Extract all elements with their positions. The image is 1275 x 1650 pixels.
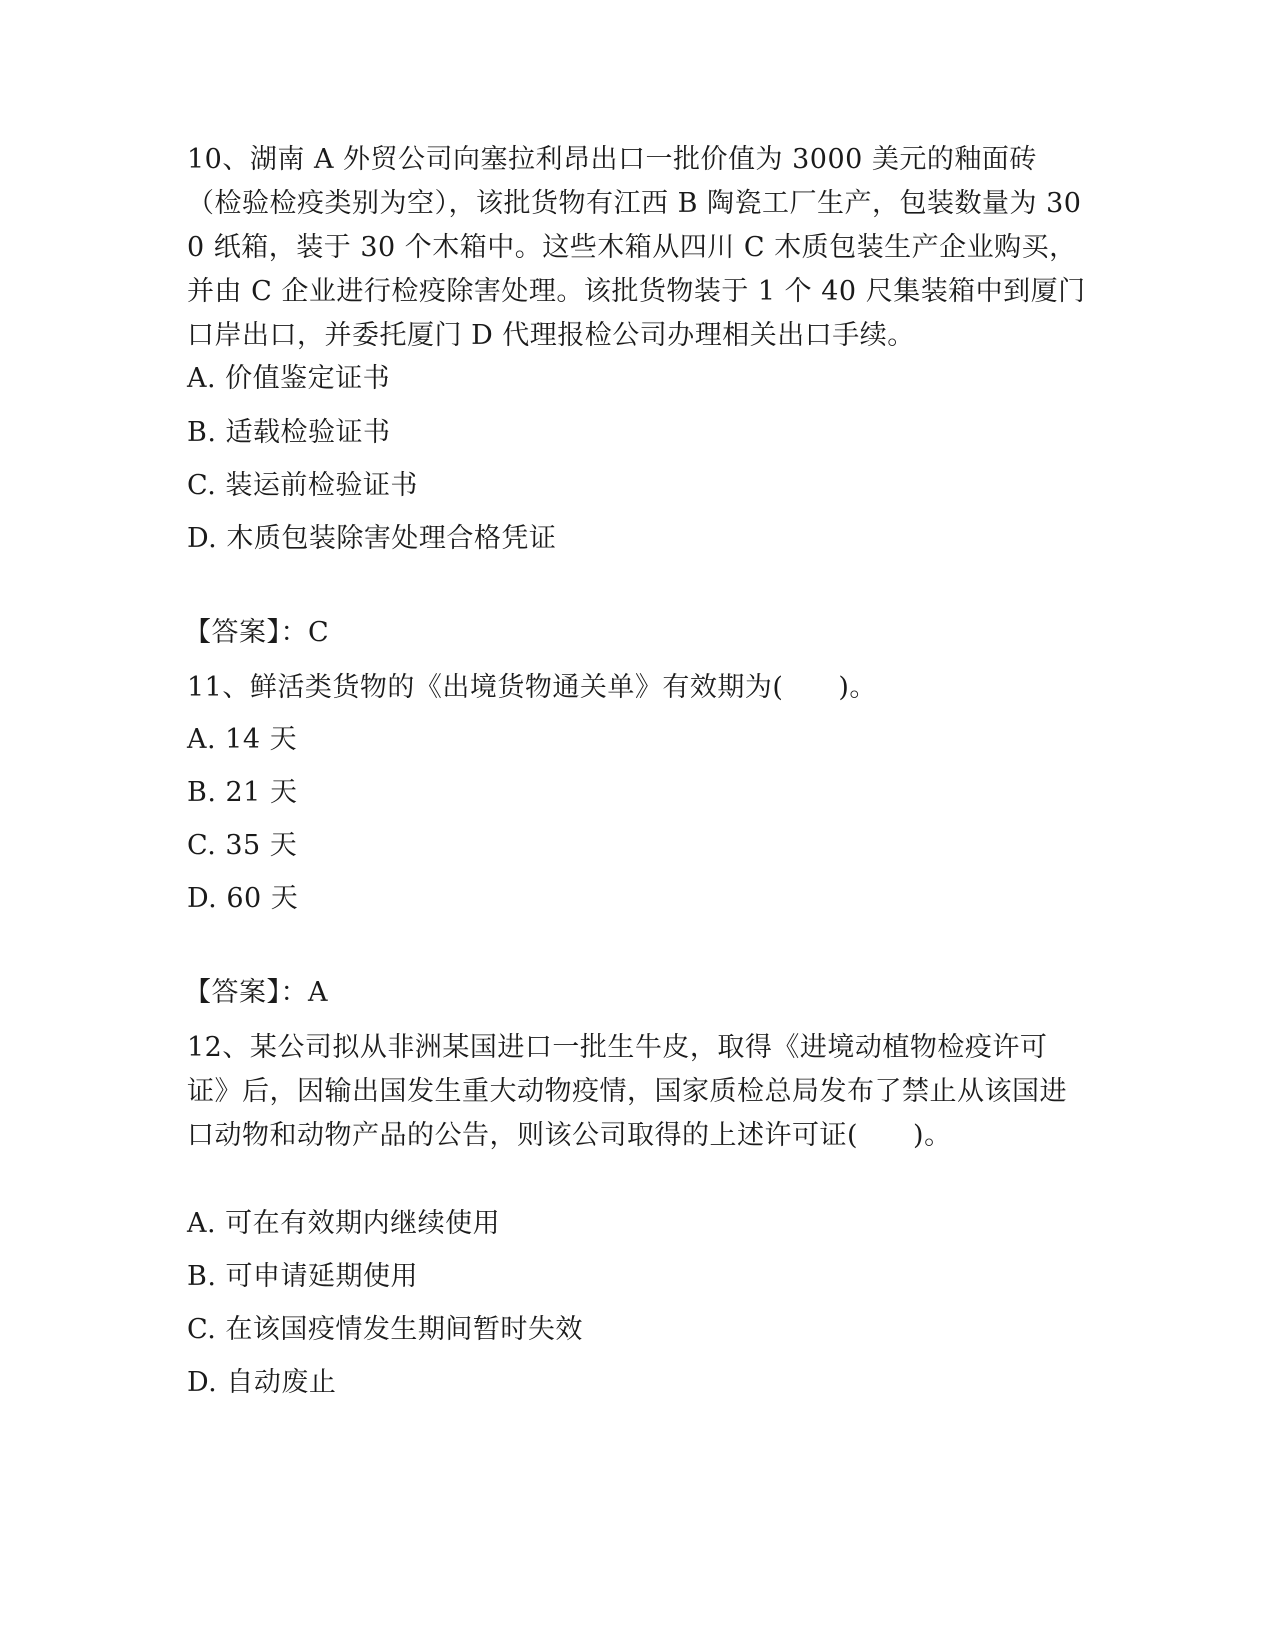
question-10-option-d: D. 木质包装除害处理合格凭证 [187, 523, 557, 554]
question-10-option-a: A. 价值鉴定证书 [187, 363, 391, 394]
question-10-option-b: B. 适载检验证书 [187, 417, 391, 448]
question-11-answer: 【答案】：A [184, 977, 328, 1008]
question-11-option-c: C. 35 天 [187, 830, 298, 861]
question-11-option-a: A. 14 天 [187, 724, 298, 755]
question-12-stem: 12、某公司拟从非洲某国进口一批生牛皮，取得《进境动植物检疫许可证》后，因输出国发生重大动物疫情，国家质检总局发布了禁止从该国进口动物和动物产品的公告，则该公司取得的上述许可证( )。 [187, 1032, 1067, 1151]
question-10-stem: 10、湖南 A 外贸公司向塞拉利昂出口一批价值为 3000 美元的釉面砖（检验检疫类别为空），该批货物有江西 B 陶瓷工厂生产，包装数量为 300 纸箱，装于 30 个木箱中。这些木箱从四川 C 木质包装生产企业购买，并由 C 企业进行检疫除害处理。该批货物装于 1 个 40 尺集装箱中到厦门口岸出口，并委托厦门 D 代理报检公司办理相关出口手续。 [187, 144, 1086, 351]
question-11-option-d: D. 60 天 [187, 883, 299, 914]
question-11-stem: 11、鲜活类货物的《出境货物通关单》有效期为( )。 [187, 672, 877, 703]
question-11-option-b: B. 21 天 [187, 777, 298, 808]
question-12-option-a: A. 可在有效期内继续使用 [187, 1208, 501, 1239]
question-10-option-c: C. 装运前检验证书 [187, 470, 418, 501]
question-10-answer: 【答案】：C [184, 617, 330, 648]
question-12-option-c: C. 在该国疫情发生期间暂时失效 [187, 1314, 583, 1345]
question-12-option-d: D. 自动废止 [187, 1367, 337, 1398]
question-12-option-b: B. 可申请延期使用 [187, 1261, 419, 1292]
